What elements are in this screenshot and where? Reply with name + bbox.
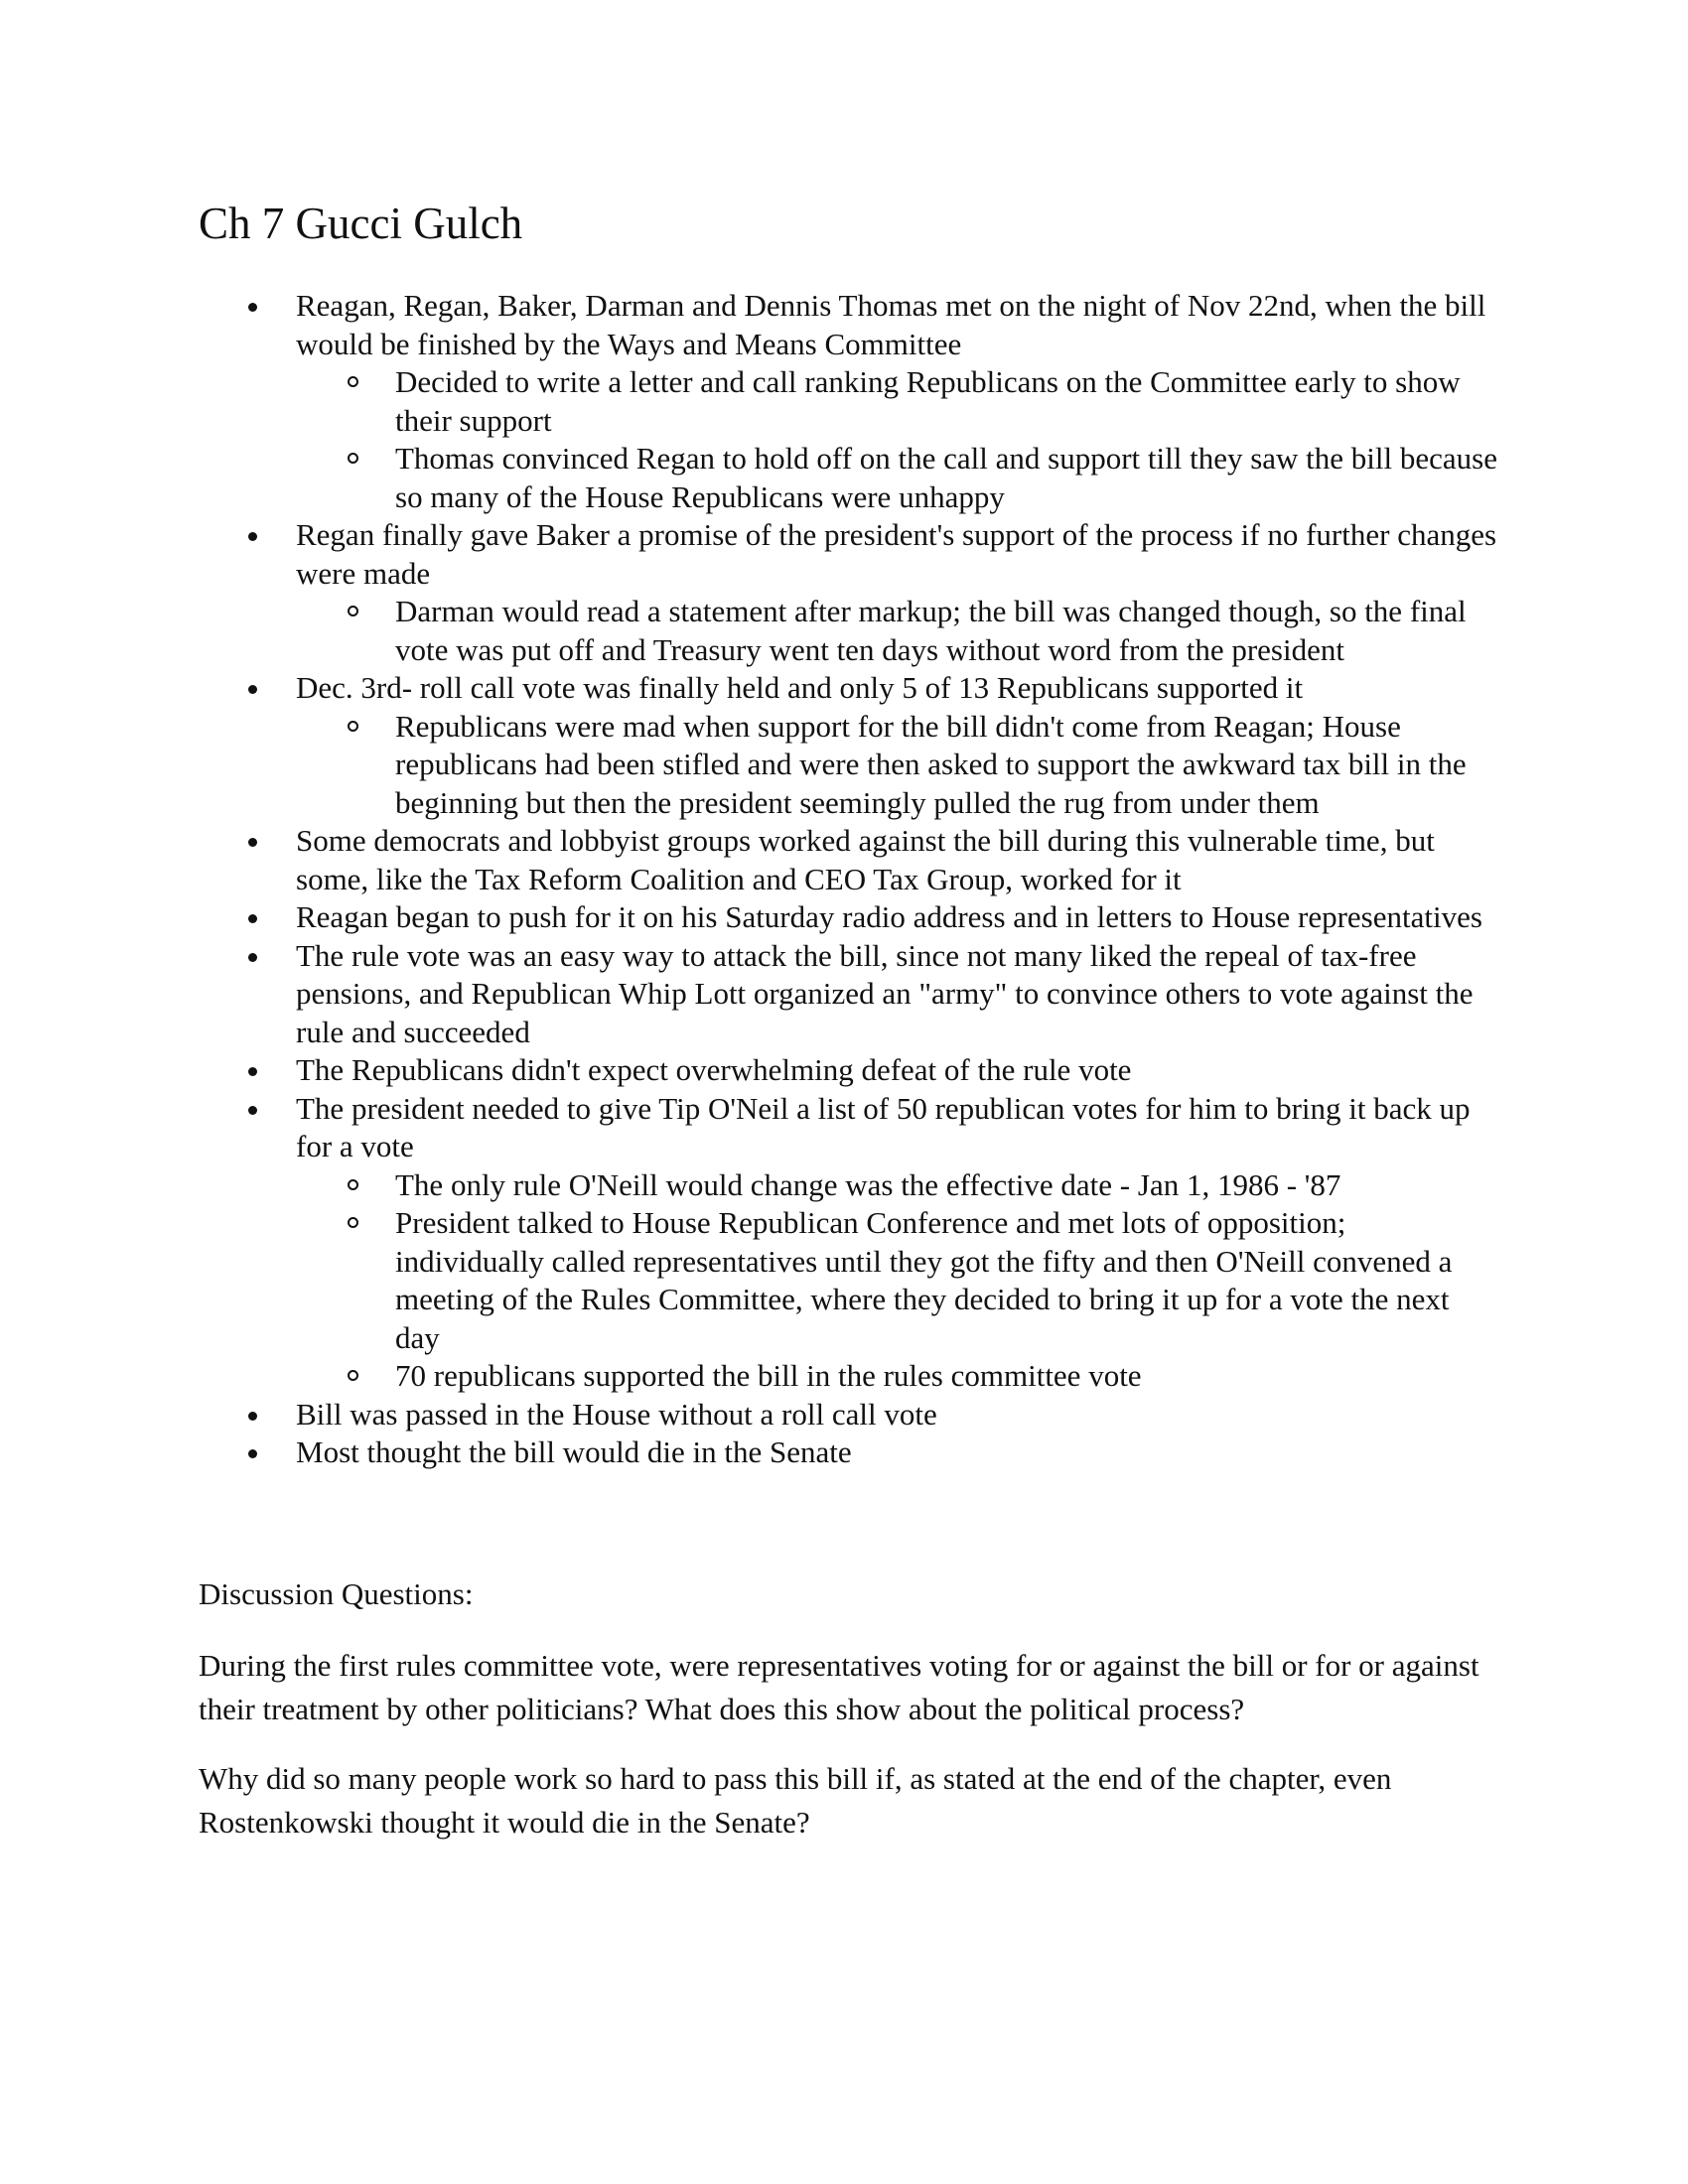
note-item — [199, 516, 1499, 669]
note-text: Reagan, Regan, Baker, Darman and Dennis Thomas met on the night of Nov 22nd, when the bill would be finished by the Ways and Means Committee — [296, 288, 1486, 361]
note-item — [199, 1090, 1499, 1396]
note-item — [199, 1396, 1499, 1434]
note-text: Regan finally gave Baker a promise of the president's support of the process if no further changes were made — [296, 517, 1497, 591]
sub-note-list — [296, 363, 1499, 516]
sub-note-item: 70 republicans supported the bill in the rules committee vote — [296, 1357, 1499, 1396]
page-title: Ch 7 Gucci Gulch — [199, 199, 523, 248]
note-text: The Republicans didn't expect overwhelming defeat of the rule vote — [296, 1052, 1132, 1087]
sub-note-item: Republicans were mad when support for the bill didn't come from Reagan; House republicans had been stifled and were then asked to support the awkward tax bill in the beginning but then the president seemingly pulled the rug from under them — [296, 708, 1499, 823]
sub-note-item: Decided to write a letter and call ranking Republicans on the Committee early to show their support — [296, 363, 1499, 440]
note-item — [199, 937, 1499, 1052]
notes-list — [199, 287, 1499, 1472]
note-text: Some democrats and lobbyist groups worked against the bill during this vulnerable time, but some, like the Tax Reform Coalition and CEO Tax Group, worked for it — [296, 823, 1435, 896]
note-item — [199, 287, 1499, 516]
note-item — [199, 1051, 1499, 1090]
sub-note-list — [296, 593, 1499, 669]
note-text: Reagan began to push for it on his Saturday radio address and in letters to House representatives — [296, 899, 1482, 934]
note-text: The rule vote was an easy way to attack the bill, since not many liked the repeal of tax-free pensions, and Republican Whip Lott organized an "army" to convince others to vote against the rule and succeeded — [296, 937, 1474, 1049]
note-item — [199, 898, 1499, 937]
sub-note-item: President talked to House Republican Conference and met lots of opposition; individually called representatives until they got the fifty and then O'Neill convened a meeting of the Rules Committee, where they decided to bring it up for a vote the next day — [296, 1204, 1499, 1357]
sub-note-item: The only rule O'Neill would change was the effective date - Jan 1, 1986 - '87 — [296, 1166, 1499, 1205]
note-item — [199, 1433, 1499, 1472]
note-text: The president needed to give Tip O'Neil a list of 50 republican votes for him to bring it back up for a vote — [296, 1090, 1471, 1163]
discussion-question: During the first rules committee vote, were representatives voting for or against the bill or for or against their treatment by other politicians? What does this show about the political process? — [199, 1648, 1479, 1726]
discussion-heading: Discussion Questions: — [199, 1576, 474, 1611]
sub-note-list — [296, 708, 1499, 823]
note-text: Dec. 3rd- roll call vote was finally held and only 5 of 13 Republicans supported it — [296, 670, 1304, 705]
sub-note-item: Thomas convinced Regan to hold off on the call and support till they saw the bill because so many of the House Republicans were unhappy — [296, 440, 1499, 516]
note-text: Most thought the bill would die in the Senate — [296, 1434, 852, 1469]
discussion-question: Why did so many people work so hard to pass this bill if, as stated at the end of the chapter, even Rostenkowski thought it would die in the Senate? — [199, 1761, 1392, 1840]
sub-note-list — [296, 1166, 1499, 1396]
note-text: Bill was passed in the House without a roll call vote — [296, 1396, 937, 1432]
note-item — [199, 669, 1499, 822]
sub-note-item: Darman would read a statement after markup; the bill was changed though, so the final vote was put off and Treasury went ten days without word from the president — [296, 593, 1499, 669]
note-item — [199, 822, 1499, 898]
